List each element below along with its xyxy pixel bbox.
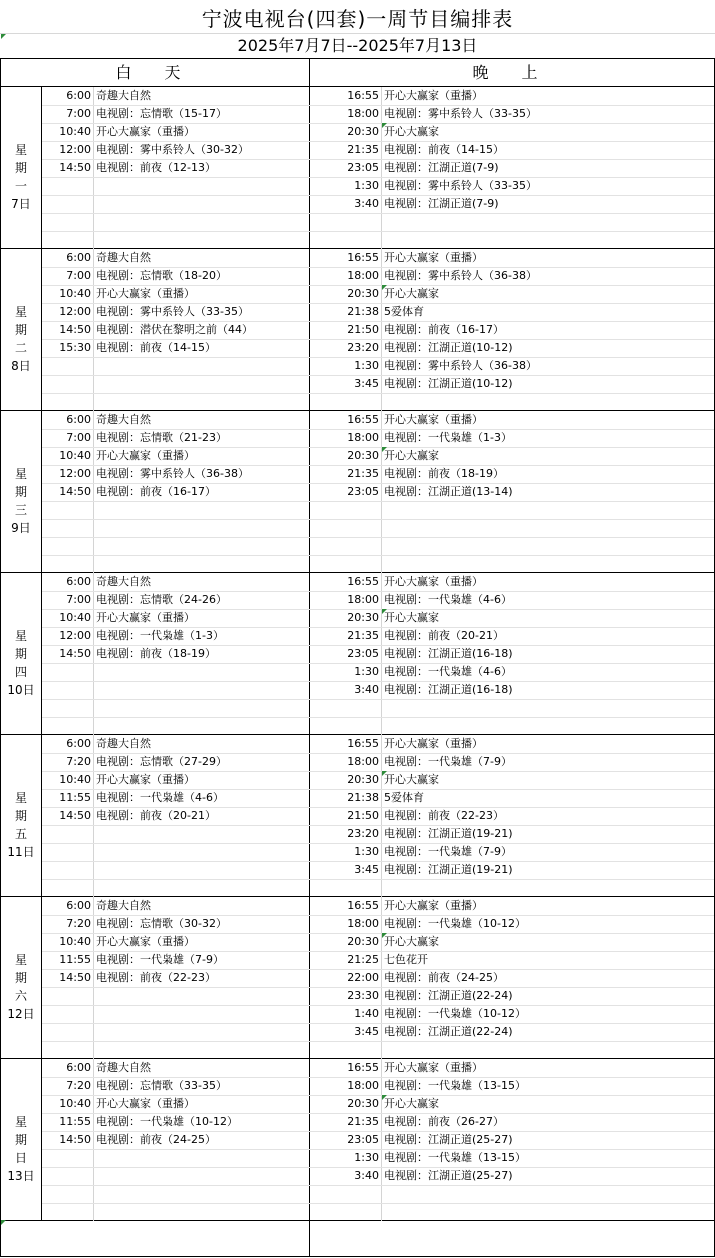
time-divider — [93, 897, 94, 1059]
time-divider — [93, 573, 94, 735]
evening-time: 1:30 — [354, 665, 379, 678]
time-divider — [381, 87, 382, 249]
daytime-program: 电视剧：雾中系铃人（30-32） — [96, 143, 249, 156]
evening-program: 电视剧：江湖正道(10-12) — [384, 377, 513, 390]
evening-program: 电视剧：一代枭雄（4-6） — [384, 593, 512, 606]
row-line — [42, 231, 714, 232]
page-title: 宁波电视台(四套)一周节目编排表 — [201, 7, 514, 31]
cell-marker-icon — [382, 771, 387, 776]
daytime-time: 14:50 — [59, 323, 91, 336]
daytime-time: 7:20 — [66, 755, 91, 768]
row-line — [42, 501, 714, 502]
daytime-program: 开心大赢家（重播） — [96, 1097, 195, 1110]
evening-time: 1:30 — [354, 179, 379, 192]
time-divider — [93, 1059, 94, 1221]
title-divider — [0, 33, 715, 34]
day-label — [1, 627, 41, 699]
evening-time: 1:30 — [354, 845, 379, 858]
evening-program: 开心大赢家 — [384, 287, 439, 300]
evening-program: 电视剧：江湖正道(19-21) — [384, 863, 513, 876]
day-label-line: 星 — [14, 467, 27, 481]
evening-program: 电视剧：江湖正道(25-27) — [384, 1169, 513, 1182]
daytime-time: 12:00 — [59, 629, 91, 642]
time-divider — [381, 735, 382, 897]
daytime-time: 6:00 — [66, 737, 91, 750]
day-label — [1, 951, 41, 1023]
time-divider — [381, 573, 382, 735]
day-label-line: 三 — [14, 503, 27, 517]
evening-program: 开心大赢家 — [384, 125, 439, 138]
daytime-program: 开心大赢家（重播） — [96, 773, 195, 786]
evening-program: 电视剧：前夜（14-15） — [384, 143, 504, 156]
daytime-program: 奇趣大自然 — [96, 899, 151, 912]
evening-time: 22:00 — [347, 971, 379, 984]
evening-header: 晚 上 — [472, 63, 552, 82]
daytime-program: 奇趣大自然 — [96, 89, 151, 102]
row-line — [42, 213, 714, 214]
day-label-line: 13日 — [7, 1169, 35, 1183]
day-label-line: 二 — [14, 341, 27, 355]
daytime-time: 10:40 — [59, 1097, 91, 1110]
day-label-line: 星 — [14, 953, 27, 967]
evening-program: 电视剧：江湖正道(7-9) — [384, 161, 499, 174]
evening-time: 23:05 — [347, 161, 379, 174]
cell-marker-icon — [382, 609, 387, 614]
day-label-line: 期 — [14, 485, 27, 499]
daytime-program: 电视剧：忘情歌（21-23） — [96, 431, 227, 444]
evening-program: 电视剧：江湖正道(22-24) — [384, 989, 513, 1002]
evening-time: 23:20 — [347, 827, 379, 840]
row-line — [42, 519, 714, 520]
evening-time: 18:00 — [347, 107, 379, 120]
evening-time: 16:55 — [347, 89, 379, 102]
daytime-time: 10:40 — [59, 611, 91, 624]
evening-time: 3:40 — [354, 683, 379, 696]
row-line — [42, 555, 714, 556]
evening-time: 3:40 — [354, 197, 379, 210]
evening-time: 20:30 — [347, 935, 379, 948]
evening-time: 23:05 — [347, 1133, 379, 1146]
daytime-program: 电视剧：一代枭雄（4-6） — [96, 791, 224, 804]
daytime-program: 电视剧：前夜（16-17） — [96, 485, 216, 498]
day-label-line: 星 — [14, 143, 27, 157]
daytime-time: 11:55 — [59, 1115, 91, 1128]
cell-marker-icon — [1, 34, 6, 39]
evening-time: 16:55 — [347, 737, 379, 750]
evening-program: 电视剧：雾中系铃人（33-35） — [384, 179, 537, 192]
row-line — [42, 717, 714, 718]
daytime-program: 奇趣大自然 — [96, 575, 151, 588]
daytime-time: 7:20 — [66, 917, 91, 930]
daytime-program: 电视剧：前夜（20-21） — [96, 809, 216, 822]
evening-time: 3:45 — [354, 377, 379, 390]
evening-program: 电视剧：前夜（18-19） — [384, 467, 504, 480]
daytime-time: 7:20 — [66, 1079, 91, 1092]
evening-program: 电视剧：江湖正道(19-21) — [384, 827, 513, 840]
evening-time: 16:55 — [347, 251, 379, 264]
evening-program: 开心大赢家 — [384, 1097, 439, 1110]
daytime-time: 7:00 — [66, 107, 91, 120]
evening-time: 21:25 — [347, 953, 379, 966]
daytime-program: 电视剧：前夜（22-23） — [96, 971, 216, 984]
evening-program: 开心大赢家（重播） — [384, 899, 483, 912]
day-label — [1, 1113, 41, 1185]
evening-program: 电视剧：前夜（16-17） — [384, 323, 504, 336]
daytime-time: 10:40 — [59, 935, 91, 948]
evening-program: 电视剧：一代枭雄（10-12） — [384, 917, 526, 930]
evening-program: 电视剧：一代枭雄（1-3） — [384, 431, 512, 444]
daytime-time: 11:55 — [59, 791, 91, 804]
day-label-line: 五 — [14, 827, 27, 841]
evening-time: 20:30 — [347, 773, 379, 786]
daytime-program: 电视剧：前夜（24-25） — [96, 1133, 216, 1146]
row-line — [42, 1041, 714, 1042]
daytime-program: 电视剧：雾中系铃人（36-38） — [96, 467, 249, 480]
daytime-time: 6:00 — [66, 413, 91, 426]
daytime-program: 电视剧：前夜（12-13） — [96, 161, 216, 174]
day-label-line: 8日 — [11, 359, 31, 373]
evening-time: 16:55 — [347, 1061, 379, 1074]
evening-time: 16:55 — [347, 413, 379, 426]
evening-time: 21:38 — [347, 791, 379, 804]
day-label-line: 期 — [14, 971, 27, 985]
evening-time: 21:35 — [347, 467, 379, 480]
daytime-time: 10:40 — [59, 449, 91, 462]
evening-time: 23:05 — [347, 485, 379, 498]
evening-time: 20:30 — [347, 1097, 379, 1110]
day-label — [1, 789, 41, 861]
daytime-program: 电视剧：前夜（14-15） — [96, 341, 216, 354]
daytime-time: 7:00 — [66, 593, 91, 606]
evening-time: 3:45 — [354, 863, 379, 876]
day-label-line: 12日 — [7, 1007, 35, 1021]
evening-time: 1:30 — [354, 1151, 379, 1164]
daytime-time: 14:50 — [59, 161, 91, 174]
daytime-program: 开心大赢家（重播） — [96, 935, 195, 948]
evening-time: 20:30 — [347, 611, 379, 624]
evening-program: 电视剧：江湖正道(10-12) — [384, 341, 513, 354]
daytime-program: 电视剧：一代枭雄（1-3） — [96, 629, 224, 642]
evening-time: 16:55 — [347, 899, 379, 912]
row-line — [42, 393, 714, 394]
day-label-line: 一 — [14, 179, 27, 193]
daytime-program: 电视剧：前夜（18-19） — [96, 647, 216, 660]
daytime-program: 电视剧：忘情歌（15-17） — [96, 107, 227, 120]
daytime-time: 14:50 — [59, 971, 91, 984]
cell-marker-icon — [1, 1220, 6, 1225]
evening-program: 电视剧：江湖正道(16-18) — [384, 683, 513, 696]
daytime-time: 7:00 — [66, 269, 91, 282]
daytime-program: 奇趣大自然 — [96, 1061, 151, 1074]
daytime-time: 10:40 — [59, 287, 91, 300]
evening-time: 20:30 — [347, 125, 379, 138]
daytime-time: 14:50 — [59, 1133, 91, 1146]
time-divider — [381, 249, 382, 411]
evening-time: 18:00 — [347, 755, 379, 768]
daytime-program: 电视剧：忘情歌（33-35） — [96, 1079, 227, 1092]
day-label-line: 10日 — [7, 683, 35, 697]
evening-program: 开心大赢家（重播） — [384, 89, 483, 102]
time-divider — [381, 897, 382, 1059]
day-label-line: 星 — [14, 629, 27, 643]
daytime-program: 奇趣大自然 — [96, 413, 151, 426]
evening-program: 七色花开 — [384, 953, 428, 966]
cell-marker-icon — [382, 1095, 387, 1100]
evening-program: 开心大赢家 — [384, 935, 439, 948]
row-line — [42, 537, 714, 538]
evening-program: 电视剧：江湖正道(22-24) — [384, 1025, 513, 1038]
day-label-line: 六 — [14, 989, 27, 1003]
evening-program: 电视剧：雾中系铃人（33-35） — [384, 107, 537, 120]
evening-time: 18:00 — [347, 431, 379, 444]
date-range: 2025年7月7日--2025年7月13日 — [237, 36, 478, 55]
evening-program: 电视剧：前夜（26-27） — [384, 1115, 504, 1128]
daytime-time: 7:00 — [66, 431, 91, 444]
time-divider — [381, 411, 382, 573]
evening-time: 21:35 — [347, 1115, 379, 1128]
daytime-program: 电视剧：忘情歌（27-29） — [96, 755, 227, 768]
cell-marker-icon — [382, 285, 387, 290]
evening-time: 23:30 — [347, 989, 379, 1002]
row-line — [42, 699, 714, 700]
evening-program: 电视剧：一代枭雄（7-9） — [384, 755, 512, 768]
daytime-time: 14:50 — [59, 647, 91, 660]
day-label — [1, 141, 41, 213]
daytime-program: 开心大赢家（重播） — [96, 611, 195, 624]
evening-program: 电视剧：江湖正道(16-18) — [384, 647, 513, 660]
daytime-program: 开心大赢家（重播） — [96, 287, 195, 300]
daytime-time: 6:00 — [66, 899, 91, 912]
evening-program: 电视剧：前夜（24-25） — [384, 971, 504, 984]
evening-time: 20:30 — [347, 449, 379, 462]
time-divider — [381, 1059, 382, 1221]
daytime-time: 12:00 — [59, 305, 91, 318]
evening-program: 5爱体育 — [384, 791, 424, 804]
day-label-line: 日 — [14, 1151, 27, 1165]
evening-time: 1:30 — [354, 359, 379, 372]
evening-time: 23:05 — [347, 647, 379, 660]
evening-time: 18:00 — [347, 593, 379, 606]
day-divider — [0, 1220, 715, 1221]
evening-program: 电视剧：一代枭雄（13-15） — [384, 1079, 526, 1092]
daytime-program: 开心大赢家（重播） — [96, 125, 195, 138]
daytime-program: 电视剧：忘情歌（18-20） — [96, 269, 227, 282]
evening-program: 电视剧：江湖正道(7-9) — [384, 197, 499, 210]
evening-program: 电视剧：江湖正道(13-14) — [384, 485, 513, 498]
time-divider — [93, 411, 94, 573]
daytime-program: 电视剧：忘情歌（24-26） — [96, 593, 227, 606]
evening-program: 电视剧：一代枭雄（4-6） — [384, 665, 512, 678]
evening-time: 18:00 — [347, 269, 379, 282]
daytime-header: 白 天 — [115, 63, 195, 82]
evening-time: 21:50 — [347, 809, 379, 822]
daytime-program: 奇趣大自然 — [96, 737, 151, 750]
evening-program: 开心大赢家（重播） — [384, 251, 483, 264]
day-label-line: 星 — [14, 791, 27, 805]
daytime-program: 开心大赢家（重播） — [96, 449, 195, 462]
daytime-time: 10:40 — [59, 773, 91, 786]
day-label — [1, 465, 41, 537]
cell-marker-icon — [382, 933, 387, 938]
cell-marker-icon — [382, 123, 387, 128]
evening-program: 电视剧：前夜（22-23） — [384, 809, 504, 822]
daytime-program: 电视剧：一代枭雄（7-9） — [96, 953, 224, 966]
day-label-line: 星 — [14, 1115, 27, 1129]
daytime-program: 电视剧：潜伏在黎明之前（44） — [96, 323, 253, 336]
row-line — [42, 879, 714, 880]
evening-time: 21:35 — [347, 629, 379, 642]
evening-time: 18:00 — [347, 917, 379, 930]
evening-program: 开心大赢家（重播） — [384, 1061, 483, 1074]
evening-time: 20:30 — [347, 287, 379, 300]
evening-program: 开心大赢家（重播） — [384, 575, 483, 588]
evening-program: 电视剧：江湖正道(25-27) — [384, 1133, 513, 1146]
day-label-line: 11日 — [7, 845, 35, 859]
evening-time: 16:55 — [347, 575, 379, 588]
day-label-line: 期 — [14, 161, 27, 175]
evening-time: 21:50 — [347, 323, 379, 336]
row-line — [42, 1185, 714, 1186]
day-label — [1, 303, 41, 375]
day-label-line: 期 — [14, 1133, 27, 1147]
daytime-time: 12:00 — [59, 143, 91, 156]
daytime-program: 奇趣大自然 — [96, 251, 151, 264]
evening-program: 电视剧：前夜（20-21） — [384, 629, 504, 642]
evening-time: 21:35 — [347, 143, 379, 156]
evening-program: 5爱体育 — [384, 305, 424, 318]
evening-program: 开心大赢家 — [384, 611, 439, 624]
daytime-time: 10:40 — [59, 125, 91, 138]
daytime-time: 14:50 — [59, 809, 91, 822]
row-line — [42, 1203, 714, 1204]
evening-program: 电视剧：雾中系铃人（36-38） — [384, 359, 537, 372]
daytime-time: 14:50 — [59, 485, 91, 498]
daytime-program: 电视剧：忘情歌（30-32） — [96, 917, 227, 930]
daytime-time: 6:00 — [66, 575, 91, 588]
day-label-line: 四 — [14, 665, 27, 679]
evening-program: 开心大赢家（重播） — [384, 737, 483, 750]
evening-time: 3:40 — [354, 1169, 379, 1182]
cell-marker-icon — [382, 447, 387, 452]
day-label-line: 星 — [14, 305, 27, 319]
day-label-line: 9日 — [11, 521, 31, 535]
evening-program: 电视剧：一代枭雄（13-15） — [384, 1151, 526, 1164]
day-label-line: 期 — [14, 809, 27, 823]
evening-time: 18:00 — [347, 1079, 379, 1092]
time-divider — [93, 87, 94, 249]
daytime-time: 6:00 — [66, 1061, 91, 1074]
day-label-line: 期 — [14, 323, 27, 337]
daytime-program: 电视剧：雾中系铃人（33-35） — [96, 305, 249, 318]
evening-time: 23:20 — [347, 341, 379, 354]
evening-program: 电视剧：一代枭雄（7-9） — [384, 845, 512, 858]
daytime-time: 6:00 — [66, 89, 91, 102]
daytime-time: 6:00 — [66, 251, 91, 264]
evening-time: 1:40 — [354, 1007, 379, 1020]
daytime-time: 11:55 — [59, 953, 91, 966]
daytime-time: 12:00 — [59, 467, 91, 480]
time-divider — [93, 249, 94, 411]
evening-time: 3:45 — [354, 1025, 379, 1038]
evening-program: 电视剧：雾中系铃人（36-38） — [384, 269, 537, 282]
time-divider — [93, 735, 94, 897]
evening-program: 开心大赢家 — [384, 449, 439, 462]
evening-program: 开心大赢家（重播） — [384, 413, 483, 426]
daytime-time: 15:30 — [59, 341, 91, 354]
day-label-line: 期 — [14, 647, 27, 661]
day-label-line: 7日 — [11, 197, 31, 211]
evening-time: 21:38 — [347, 305, 379, 318]
evening-program: 电视剧：一代枭雄（10-12） — [384, 1007, 526, 1020]
evening-program: 开心大赢家 — [384, 773, 439, 786]
daytime-program: 电视剧：一代枭雄（10-12） — [96, 1115, 238, 1128]
